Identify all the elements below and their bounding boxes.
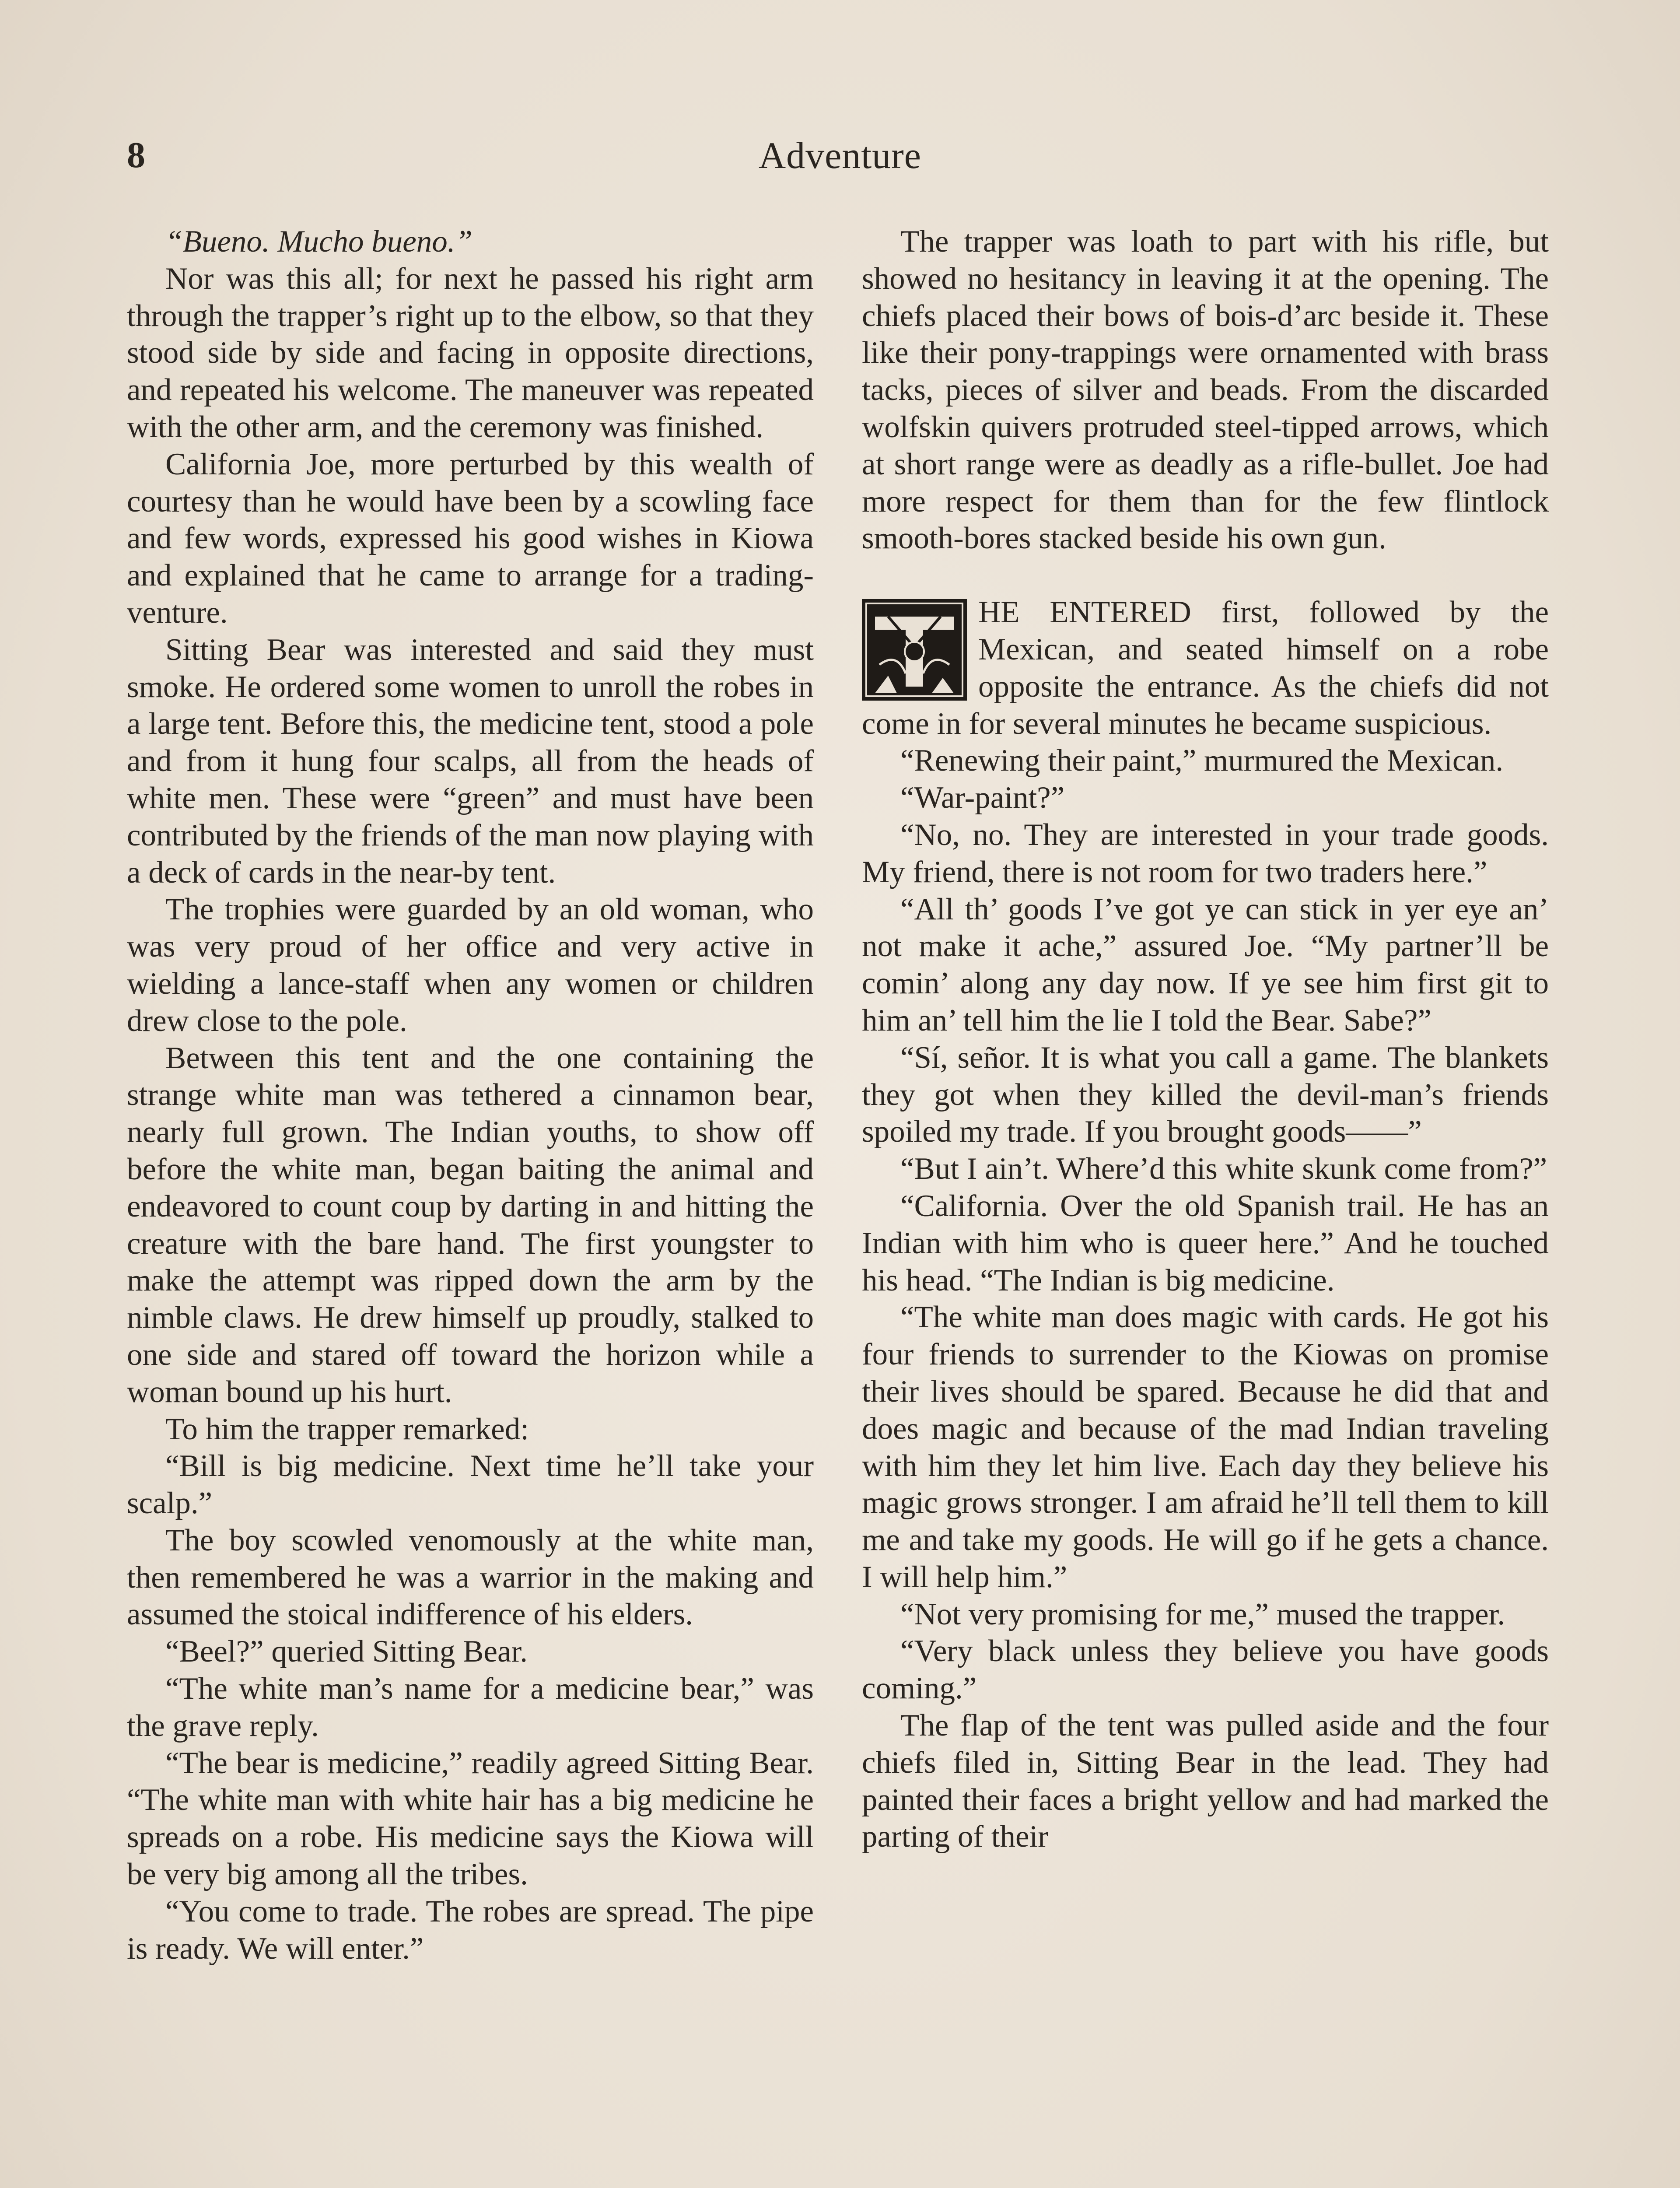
paragraph: HE ENTERED first, followed by the Mexican, and seated himself on a robe opposite the entrance. As the chiefs did not come in for several minutes he became suspicious. [862,595,1549,741]
page-header [127,131,1553,184]
paragraph: “The white man’s name for a medicine bear,” was the grave reply. [127,1672,814,1743]
paragraph: “Sí, señor. It is what you call a game. The blankets they got when they killed the devil-man’s friends spoiled my trade. If you brought goods——” [862,1040,1549,1149]
paragraph: Sitting Bear was interested and said they must smoke. He ordered some women to unroll the robes in a large tent. Before this, the medicine tent, stood a pole and from it hung four scalps, all from the heads of white men. These were “green” and must have been contributed by the friends of the man now playing with a deck of cards in the near-by tent. [127,632,814,890]
paragraph: Nor was this all; for next he passed his right arm through the trapper’s right up to the elbow, so that they stood side by side and facing in opposite directions, and repeated his welcome. The maneuver was repeated with the other arm, and the ceremony was finished. [127,261,814,444]
dropcap-paragraph [862,594,1549,742]
running-title: Adventure [759,134,921,176]
paragraph: “No, no. They are interested in your trade goods. My friend, there is not room for two traders here.” [862,817,1549,889]
paragraph: The trapper was loath to part with his rifle, but showed no hesitancy in leaving it at the opening. The chiefs placed their bows of bois-d’arc beside it. These like their pony-trappings were ornamented with brass tacks, pieces of silver and beads. From the discarded wolfskin quivers protruded steel-tipped arrows, which at short range were as deadly as a rifle-bullet. Joe had more respect for them than for the few flintlock smooth-bores stacked beside his own gun. [862,224,1549,556]
paragraph: “Renewing their paint,” murmured the Mexican. [900,743,1504,778]
right-column [862,223,1549,1855]
paragraph: “The bear is medicine,” readily agreed Sitting Bear. “The white man with white hair has a big medicine he spreads on a robe. His medicine says the Kiowa will be very big among all the tribes. [127,1746,814,1892]
left-column [127,223,814,1967]
section-break [862,557,1549,594]
paragraph: “California. Over the old Spanish trail. He has an Indian with him who is queer here.” And he touched his head. “The Indian is big medicine. [862,1189,1549,1297]
paragraph: “All th’ goods I’ve got ye can stick in yer eye an’ not make it ache,” assured Joe. “My partner’ll be comin’ along any day now. If ye see him first git to him an’ tell him the lie I told the Bear. Sabe?” [862,892,1549,1038]
paragraph: “Very black unless they believe you have goods coming.” [862,1634,1549,1706]
paragraph: To him the trapper remarked: [165,1412,529,1446]
paragraph: The flap of the tent was pulled aside and the four chiefs filed in, Sitting Bear in the lead. They had painted their faces a bright yellow and had marked the parting of their [862,1708,1549,1854]
paragraph: “Bueno. Mucho bueno.” [165,224,473,259]
paragraph: The boy scowled venomously at the white man, then remembered he was a warrior in the making and assumed the stoical indifference of his elders. [127,1523,814,1632]
paragraph: “Not very promising for me,” mused the trapper. [900,1597,1505,1631]
paragraph: California Joe, more perturbed by this wealth of courtesy than he would have been by a scowling face and few words, expressed his good wishes in Kiowa and explained that he came to arrange for a trading-venture. [127,447,814,630]
paragraph: “War-paint?” [900,781,1065,815]
paragraph: “You come to trade. The robes are spread. The pipe is ready. We will enter.” [127,1894,814,1966]
ornamental-t-initial-icon [862,599,967,701]
paragraph: The trophies were guarded by an old woman, who was very proud of her office and very active in wielding a lance-staff when any women or children drew close to the pole. [127,892,814,1038]
paragraph: “Bill is big medicine. Next time he’ll take your scalp.” [127,1449,814,1521]
paragraph: “But I ain’t. Where’d this white skunk come from?” [900,1152,1547,1186]
page-number: 8 [127,135,145,175]
paragraph: “The white man does magic with cards. He got his four friends to surrender to the Kiowas on promise their lives should be spared. Because he did that and does magic and because of the mad Indian traveling with him they let him live. Each day they believe his magic grows stronger. I am afraid he’ll tell them to kill me and take my goods. He will go if he gets a chance. I will help him.” [862,1300,1549,1594]
paragraph: “Beel?” queried Sitting Bear. [165,1634,528,1669]
paragraph: Between this tent and the one containing the strange white man was tethered a cinnamon bear, nearly full grown. The Indian youths, to show off before the white man, began baiting the animal and endeavored to count coup by darting in and hitting the creature with the bare hand. The first youngster to make the attempt was ripped down the arm by the nimble claws. He drew himself up proudly, stalked to one side and stared off toward the horizon while a woman bound up his hurt. [127,1041,814,1409]
